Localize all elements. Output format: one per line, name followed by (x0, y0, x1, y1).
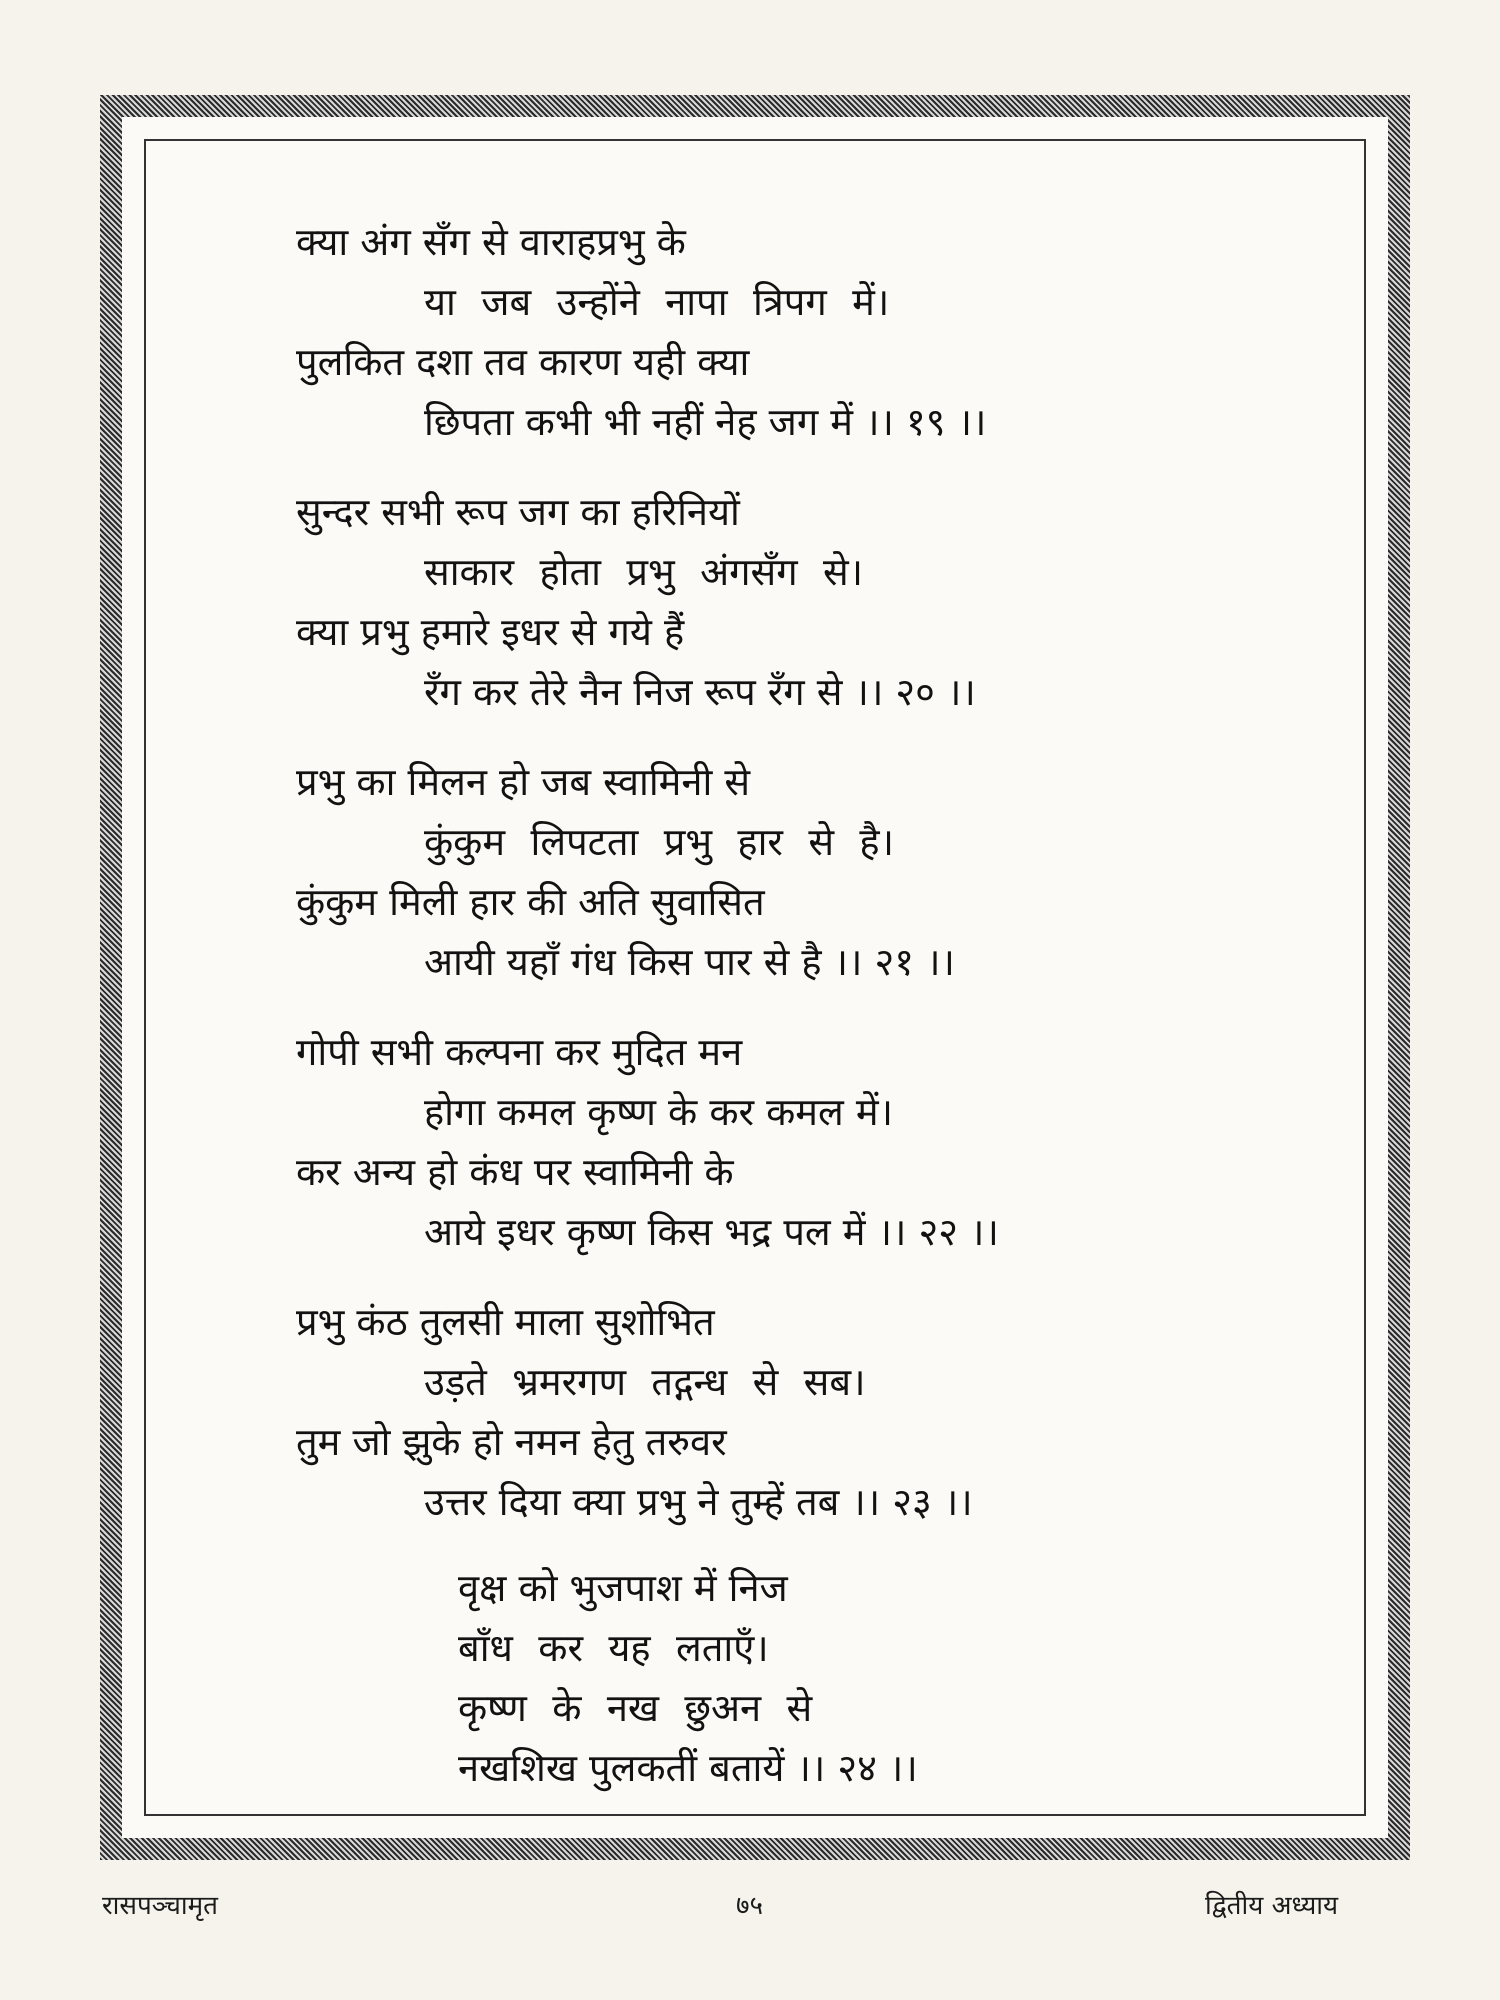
verse-line: होगा कमल कृष्ण के कर कमल में। (424, 1090, 894, 1134)
verse-line: छिपता कभी भी नहीं नेह जग में ।। १९ ।। (424, 400, 987, 444)
verse-line: सुन्दर सभी रूप जग का हरिनियों (296, 490, 740, 534)
verse-line: वृक्ष को भुजपाश में निज (458, 1566, 788, 1610)
verse-line: क्या अंग सँग से वाराहप्रभु के (296, 220, 686, 264)
verse-line: क्या प्रभु हमारे इधर से गये हैं (296, 610, 685, 654)
verse-line: गोपी सभी कल्पना कर मुदित मन (296, 1030, 743, 1074)
verse-line: कुंकुम मिली हार की अति सुवासित (296, 880, 765, 924)
verse-line: तुम जो झुके हो नमन हेतु तरुवर (296, 1420, 727, 1464)
verse-line: पुलकित दशा तव कारण यही क्या (296, 340, 750, 384)
verse-line: आये इधर कृष्ण किस भद्र पल में ।। २२ ।। (424, 1210, 999, 1254)
verse-line: कर अन्य हो कंध पर स्वामिनी के (296, 1150, 734, 1194)
page-content-area (144, 139, 1366, 1816)
page-border-frame (100, 95, 1410, 1860)
verse-line: कृष्ण के नख छुअन से (458, 1686, 813, 1730)
verse-line: या जब उन्होंने नापा त्रिपग में। (424, 280, 890, 324)
verse-line: रँग कर तेरे नैन निज रूप रँग से ।। २० ।। (424, 670, 976, 714)
verse-line: प्रभु का मिलन हो जब स्वामिनी से (296, 760, 751, 804)
verse-line: उत्तर दिया क्या प्रभु ने तुम्हें तब ।। २३ ।। (424, 1480, 973, 1524)
footer-chapter: द्वितीय अध्याय (1205, 1891, 1339, 1921)
verse-line: बाँध कर यह लताएँ। (458, 1626, 769, 1670)
footer-book-title: रासपञ्चामृत (102, 1891, 218, 1921)
verse-block (146, 141, 1364, 1814)
footer-page-number: ७५ (736, 1891, 764, 1921)
verse-line: प्रभु कंठ तुलसी माला सुशोभित (296, 1300, 715, 1344)
verse-line: आयी यहाँ गंध किस पार से है ।। २१ ।। (424, 940, 955, 984)
verse-line: उड़ते भ्रमरगण तद्गन्ध से सब। (424, 1360, 866, 1404)
verse-line: कुंकुम लिपटता प्रभु हार से है। (424, 820, 894, 864)
verse-line: साकार होता प्रभु अंगसँग से। (424, 550, 864, 594)
verse-line: नखशिख पुलकतीं बतायें ।। २४ ।। (458, 1746, 918, 1790)
